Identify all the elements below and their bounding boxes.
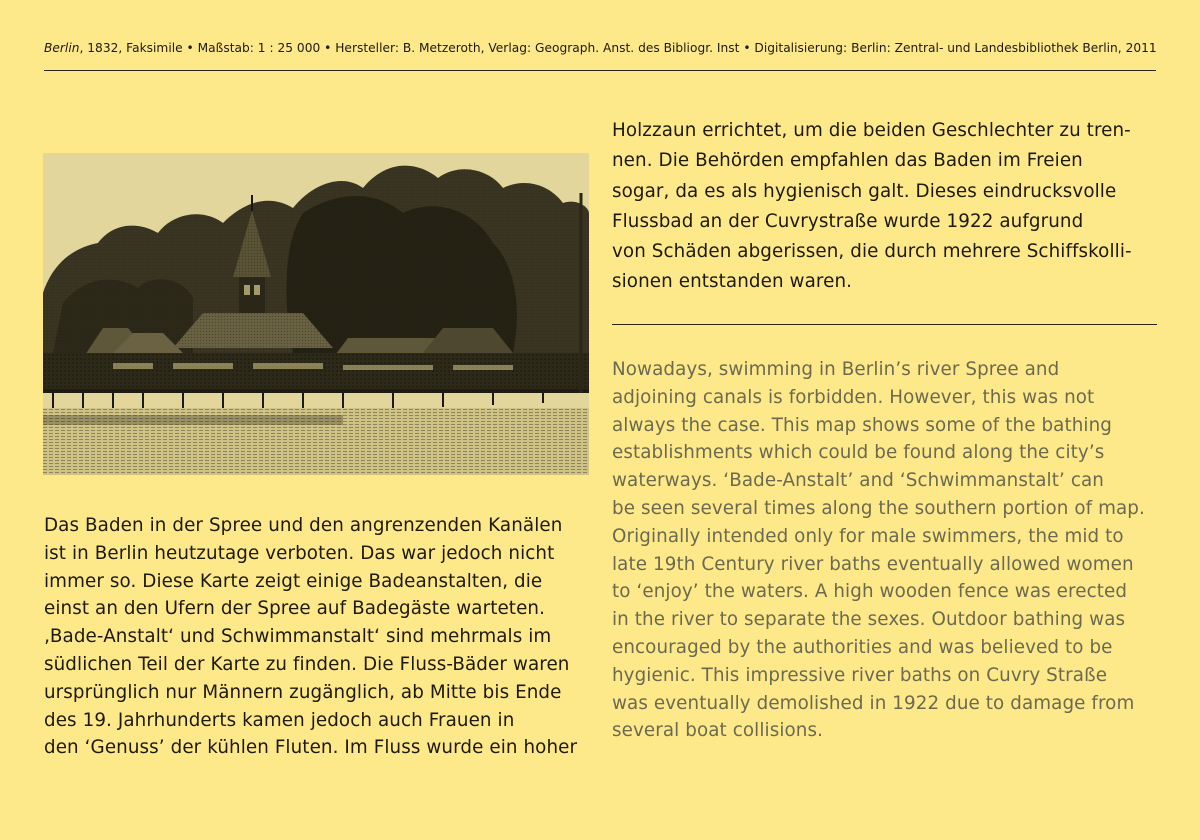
text-line: immer so. Diese Karte zeigt einige Badeanstalten, die (44, 570, 543, 592)
text-line: ‚Bade-Anstalt‘ und Schwimmanstalt‘ sind mehrmals im (44, 626, 552, 648)
text-line: von Schäden abgerissen, die durch mehrere Schiffskolli- (612, 241, 1132, 263)
text-line: always the case. This map shows some of the bathing (612, 414, 1112, 436)
text-line: encouraged by the authorities and was believed to be (612, 636, 1113, 658)
german-text-left-column (44, 512, 604, 762)
section-divider (612, 324, 1157, 325)
text-line: ist in Berlin heutzutage verboten. Das war jedoch nicht (44, 542, 555, 564)
header-details: , 1832, Faksimile • Maßstab: 1 : 25 000 • Hersteller: B. Metzeroth, Verlag: Geograph. Anst. des Bibliogr. Inst • Digitalisierung: Berlin: Zentral- und Landesbibliothek Berlin, 2011 (79, 41, 1157, 55)
text-line: Originally intended only for male swimmers, the mid to (612, 525, 1124, 547)
text-line: hygienic. This impressive river baths on Cuvry Straße (612, 664, 1108, 686)
header-divider (44, 70, 1156, 71)
text-line: be seen several times along the southern portion of map. (612, 497, 1145, 519)
text-line: Das Baden in der Spree und den angrenzenden Kanälen (44, 515, 563, 536)
river-bath-illustration (43, 153, 589, 475)
text-line: adjoining canals is forbidden. However, this was not (612, 386, 1095, 408)
text-line: to ‘enjoy’ the waters. A high wooden fence was erected (612, 581, 1128, 603)
text-line: ursprünglich nur Männern zugänglich, ab Mitte bis Ende (44, 681, 562, 703)
text-line: waterways. ‘Bade-Anstalt’ and ‘Schwimmanstalt’ can (612, 470, 1104, 492)
english-text-column (612, 356, 1187, 745)
text-line: late 19th Century river baths eventually allowed women (612, 553, 1134, 575)
text-line: nen. Die Behörden empfahlen das Baden im Freien (612, 150, 1083, 172)
text-line: establishments which could be found along the city’s (612, 442, 1105, 464)
header-caption (44, 41, 1156, 55)
text-line: in the river to separate the sexes. Outdoor bathing was (612, 609, 1126, 631)
text-line: einst an den Ufern der Spree auf Badegäste warteten. (44, 598, 546, 620)
text-line: was eventually demolished in 1922 due to damage from (612, 692, 1135, 714)
text-line: several boat collisions. (612, 720, 824, 742)
historic-river-bath-photo (43, 153, 589, 475)
text-line: südlichen Teil der Karte zu finden. Die Fluss-Bäder waren (44, 653, 570, 675)
text-line: Holzzaun errichtet, um die beiden Geschlechter zu tren- (612, 120, 1131, 141)
text-line: sionen entstanden waren. (612, 271, 853, 293)
text-line: Flussbad an der Cuvrystraße wurde 1922 aufgrund (612, 210, 1084, 232)
text-line: des 19. Jahrhunderts kamen jedoch auch Frauen in (44, 709, 515, 731)
text-line: Nowadays, swimming in Berlin’s river Spree and (612, 359, 1060, 380)
text-line: den ‘Genuss’ der kühlen Fluten. Im Fluss wurde ein hoher (44, 737, 578, 759)
header-place: Berlin (44, 41, 80, 55)
text-line: sogar, da es als hygienisch galt. Dieses eindrucksvolle (612, 180, 1117, 202)
german-text-right-column (612, 116, 1172, 298)
